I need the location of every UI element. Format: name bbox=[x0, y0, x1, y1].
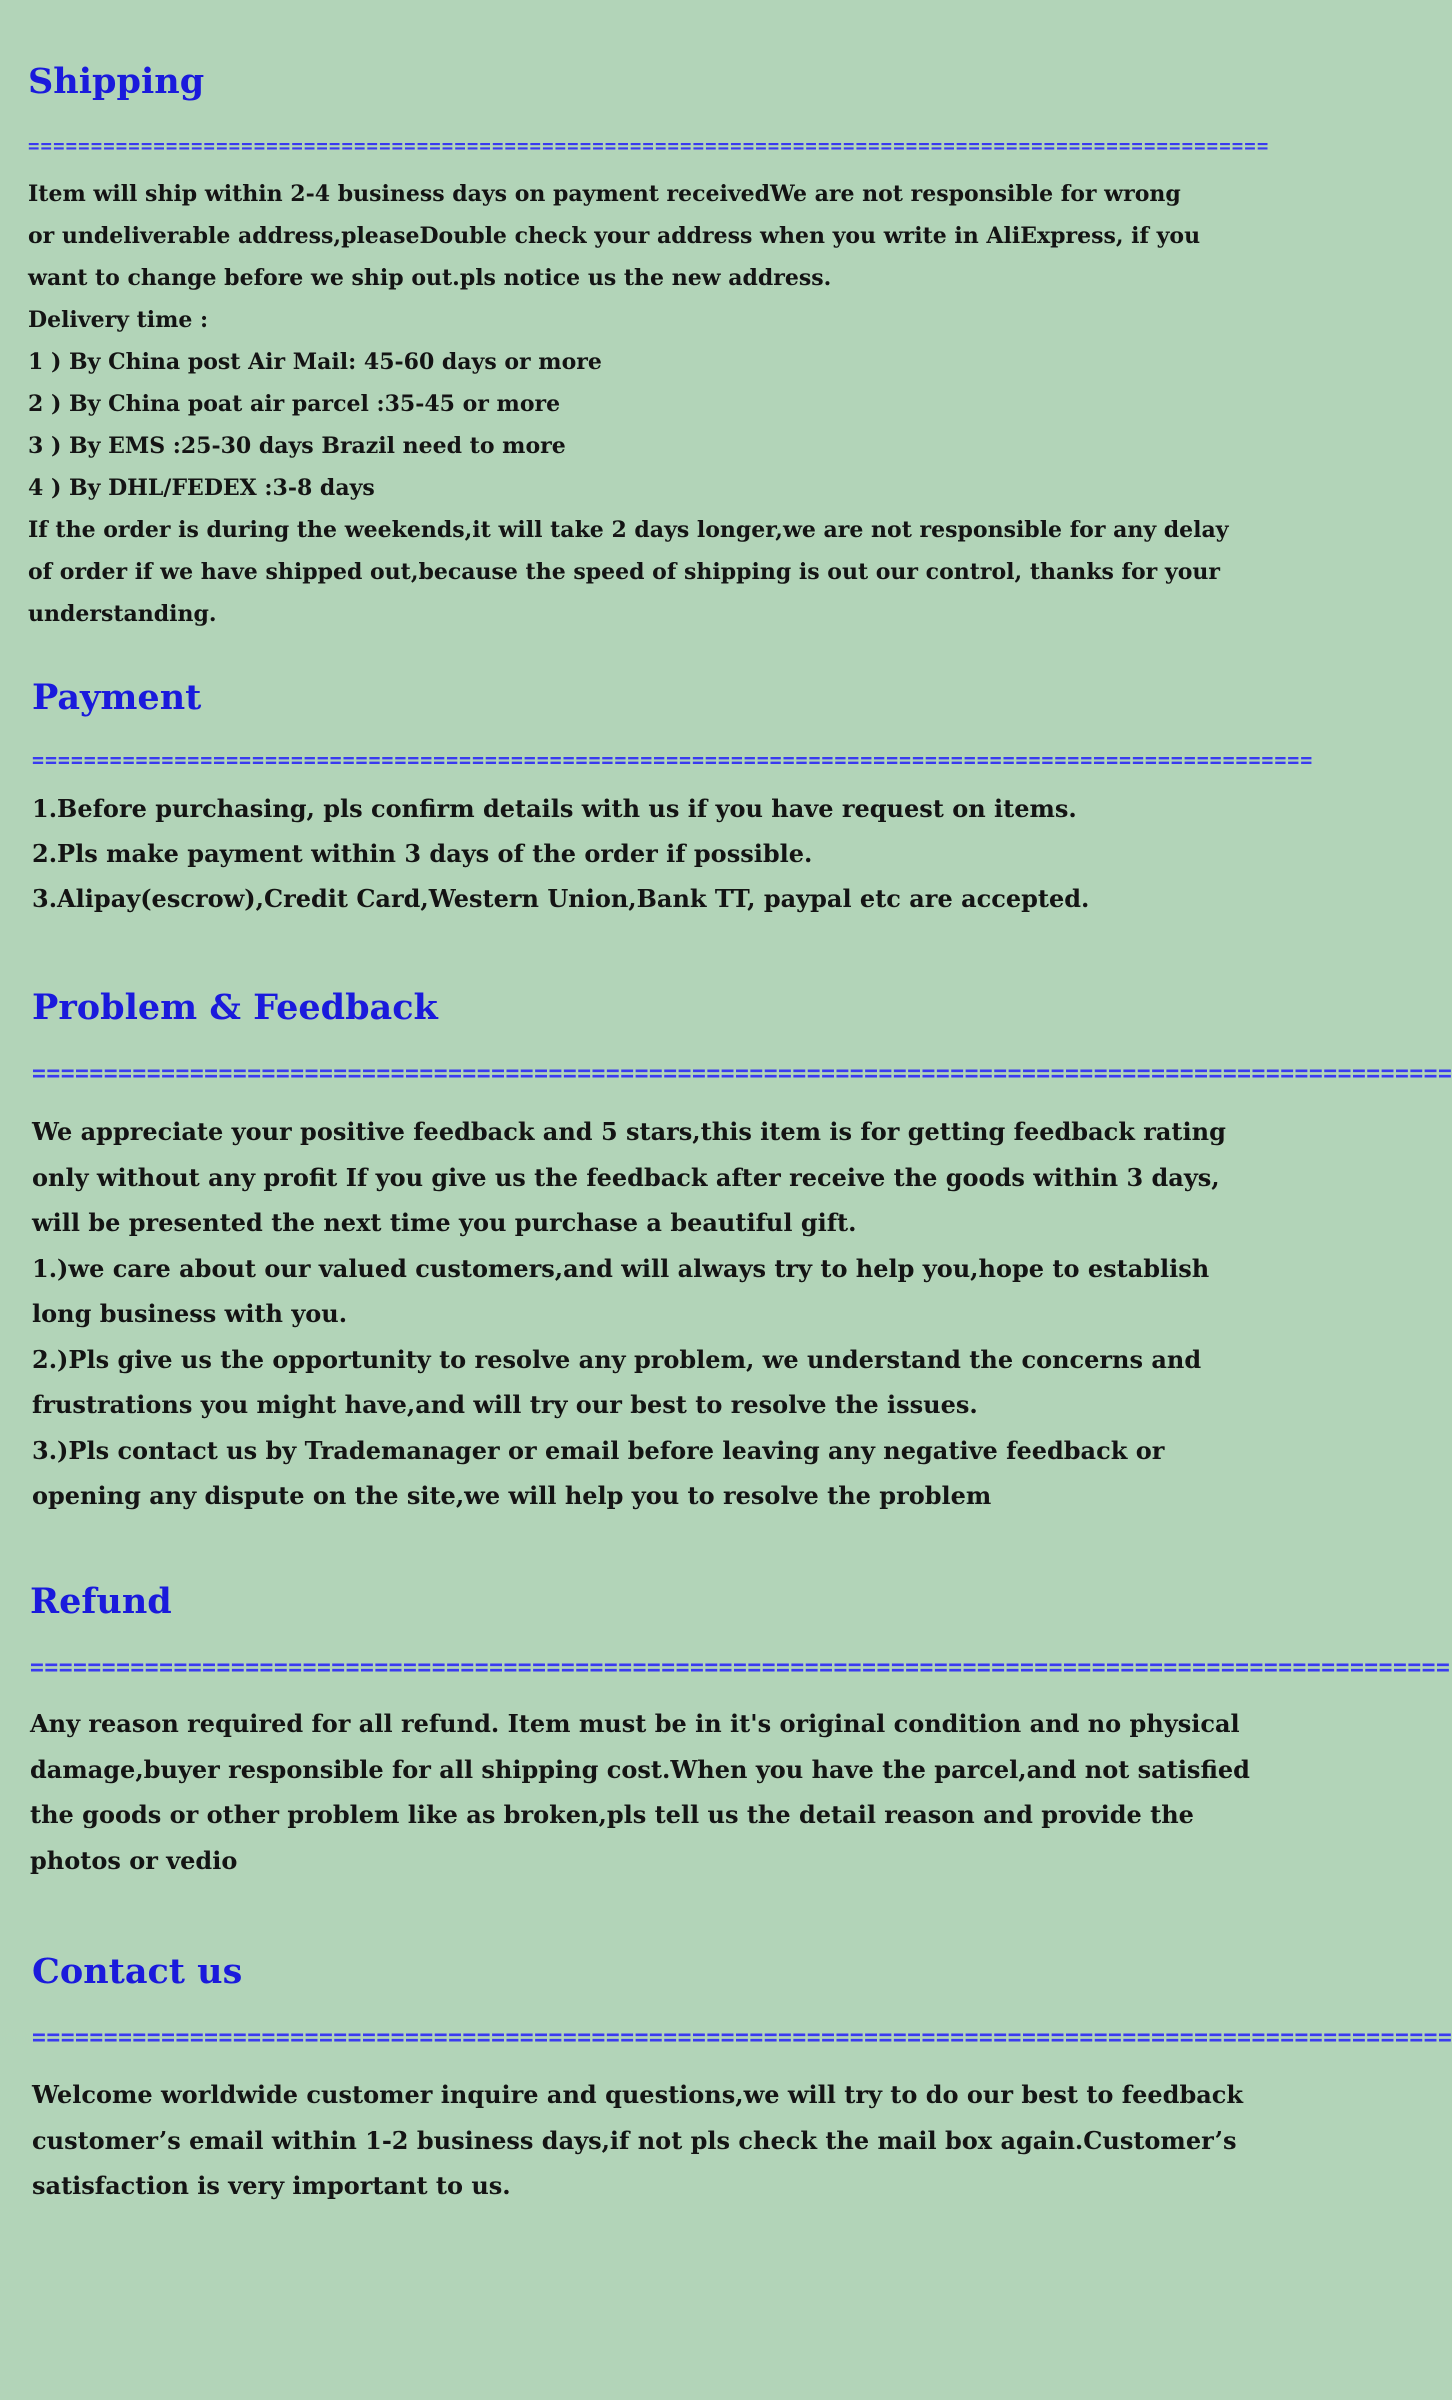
problem-feedback-line: opening any dispute on the site,we will help you to resolve the problem bbox=[32, 1481, 992, 1510]
contact-line: Welcome worldwide customer inquire and questions,we will try to do our best to feedback bbox=[32, 2080, 1244, 2109]
refund-line: the goods or other problem like as broken,pls tell us the detail reason and provide the bbox=[30, 1800, 1194, 1829]
shipping-heading: Shipping bbox=[28, 61, 205, 102]
shipping-line: or undeliverable address,pleaseDouble check your address when you write in AliExpress, if you bbox=[28, 223, 1201, 249]
shipping-line: of order if we have shipped out,because the speed of shipping is out our control, thanks for your bbox=[28, 559, 1220, 585]
delivery-time-label: Delivery time : bbox=[28, 307, 209, 333]
contact-line: customer’s email within 1-2 business days,if not pls check the mail box again.Customer’s bbox=[32, 2125, 1237, 2155]
shipping-body bbox=[28, 173, 1229, 635]
contact-heading: Contact us bbox=[32, 1951, 243, 1992]
problem-feedback-line: will be presented the next time you purchase a beautiful gift. bbox=[32, 1208, 857, 1237]
problem-feedback-line: only without any profit If you give us the feedback after receive the goods within 3 days, bbox=[32, 1162, 1220, 1192]
contact-line: satisfaction is very important to us. bbox=[32, 2171, 511, 2200]
problem-feedback-line: 3.)Pls contact us by Trademanager or email before leaving any negative feedback or bbox=[32, 1435, 1165, 1465]
contact-divider: =================================================================================================== bbox=[32, 2025, 1452, 2051]
contact-body bbox=[32, 2072, 1243, 2209]
shipping-line: Item will ship within 2-4 business days on payment receivedWe are not responsible for wrong bbox=[28, 181, 1181, 207]
shipping-divider: =================================================================================================== bbox=[28, 135, 1270, 157]
problem-feedback-divider: =================================================================================================== bbox=[32, 1061, 1452, 1087]
problem-feedback-line: We appreciate your positive feedback and 5 stars,this item is for getting feedback rating bbox=[32, 1117, 1226, 1146]
problem-feedback-line: frustrations you might have,and will try our best to resolve the issues. bbox=[32, 1390, 978, 1419]
payment-line: 1.Before purchasing, pls confirm details with us if you have request on items. bbox=[32, 794, 1077, 823]
problem-feedback-body bbox=[32, 1109, 1226, 1519]
shipping-line: want to change before we ship out.pls notice us the new address. bbox=[28, 265, 832, 291]
payment-heading: Payment bbox=[32, 677, 202, 718]
delivery-option-china-post: 1 ) By China post Air Mail: 45-60 days or more bbox=[28, 349, 602, 375]
delivery-option-ems: 3 ) By EMS :25-30 days Brazil need to more bbox=[28, 433, 566, 459]
refund-heading: Refund bbox=[30, 1581, 172, 1622]
refund-body bbox=[30, 1701, 1250, 1883]
delivery-option-air-parcel: 2 ) By China poat air parcel :35-45 or more bbox=[28, 391, 561, 417]
problem-feedback-heading: Problem & Feedback bbox=[32, 987, 438, 1028]
refund-line: damage,buyer responsible for all shipping cost.When you have the parcel,and not satisfied bbox=[30, 1754, 1250, 1784]
payment-line: 3.Alipay(escrow),Credit Card,Western Union,Bank TT, paypal etc are accepted. bbox=[32, 884, 1090, 913]
delivery-option-dhl-fedex: 4 ) By DHL/FEDEX :3-8 days bbox=[28, 475, 375, 501]
shipping-line: If the order is during the weekends,it will take 2 days longer,we are not responsible for any delay bbox=[28, 517, 1229, 543]
shipping-line: understanding. bbox=[28, 601, 217, 627]
problem-feedback-line: 1.)we care about our valued customers,and will always try to help you,hope to establish bbox=[32, 1253, 1210, 1283]
payment-body bbox=[32, 786, 1089, 921]
refund-line: Any reason required for all refund. Item must be in it's original condition and no physical bbox=[30, 1709, 1240, 1738]
refund-divider: =================================================================================================== bbox=[30, 1655, 1451, 1681]
problem-feedback-line: 2.)Pls give us the opportunity to resolve any problem, we understand the concerns and bbox=[32, 1344, 1202, 1374]
payment-line: 2.Pls make payment within 3 days of the order if possible. bbox=[32, 839, 813, 868]
refund-line: photos or vedio bbox=[30, 1845, 238, 1875]
problem-feedback-line: long business with you. bbox=[32, 1299, 348, 1328]
payment-divider: =================================================================================================== bbox=[32, 748, 1314, 772]
